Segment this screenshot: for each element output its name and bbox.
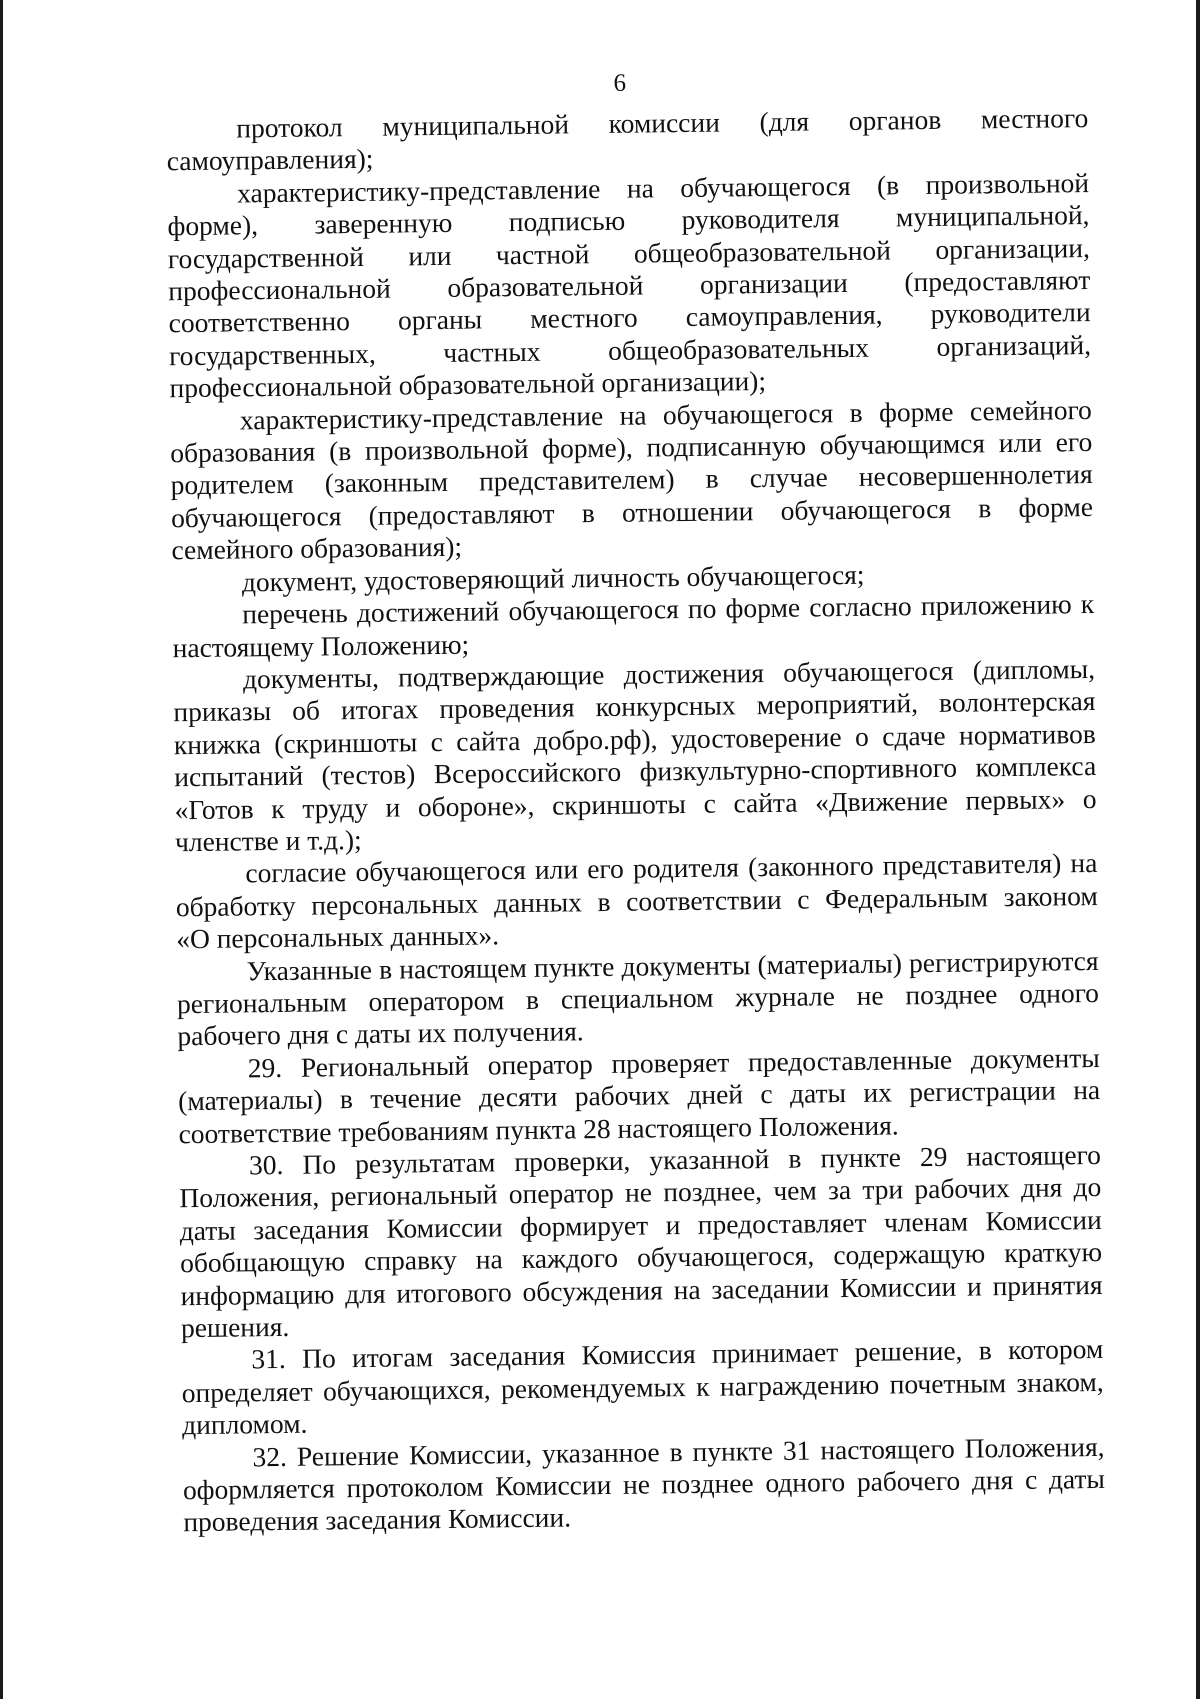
- paragraph-personal-data-consent: согласие обучающегося или его родителя (законного представителя) на обработку персональных данных в соответствии с Федеральным законом: [175, 847, 1098, 922]
- document-body: [166, 102, 1105, 1539]
- paragraph-achievement-documents: документы, подтверждающие достижения обучающегося (дипломы, приказы об итогах проведения конкурсных мероприятий, волонтерская книжка (скриншоты с сайта добро.рф), удостоверение о сдаче нормативов испытаний (тестов) Всероссийского физкультурно-спортивного комплекса «Готов к труду и обороне», скриншоты с сайта «Движение первых» о членстве и т.д.);: [173, 652, 1097, 858]
- paragraph-clause-29: 29. Региональный оператор проверяет предоставленные документы (материалы) в течение десяти рабочих дней с даты их регистрации на соответствие требованиям пункта 28 настоящего Положения.: [178, 1041, 1101, 1149]
- paragraph-registration: Указанные в настоящем пункте документы (материалы) регистрируются региональным оператором в специальном журнале не позднее одного рабочего дня с даты их получения.: [176, 944, 1100, 1052]
- paragraph-characteristic-organization: характеристику-представление на обучающегося (в произвольной форме), заверенную подписью руководителя муниципальной, государственной или частной общеобразовательной организации, профессиональной образовательной организации (предоставляют соответственно органы местного самоуправления, руководители государственных, частных общеобразовательных организаций, профессиональной образовательной организации);: [167, 166, 1092, 404]
- paragraph-achievements-list: перечень достижений обучающегося по форме согласно приложению к настоящему Положению;: [172, 588, 1095, 663]
- paragraph-identity-document: документ, удостоверяющий личность обучающегося;: [241, 558, 865, 598]
- paragraph-clause-32: 32. Решение Комиссии, указанное в пункте 31 настоящего Положения, оформляется протоколом Комиссии не позднее одного рабочего дня с даты проведения заседания Комиссии.: [182, 1430, 1106, 1538]
- paragraph-municipal-protocol: протокол муниципальной комиссии (для органов местного самоуправления);: [166, 102, 1089, 177]
- paragraph-clause-30: 30. По результатам проверки, указанной в пункте 29 настоящего Положения, региональный оператор не позднее, чем за три рабочих дня до даты заседания Комиссии формирует и предоставляет членам Комиссии обобщающую справку на каждого обучающегося, содержащую краткую информацию для итогового обсуждения на заседании Комиссии и принятия решения.: [179, 1138, 1103, 1344]
- paragraph-clause-31: 31. По итогам заседания Комиссия принимает решение, в котором определяет обучающихся, рекомендуемых к награждению почетным знаком, дипломом.: [181, 1333, 1104, 1441]
- paragraph-characteristic-family-education: характеристику-представление на обучающегося в форме семейного образования (в произвольной форме), подписанную обучающимся или его родителем (законным представителем) в случае несовершеннолетия обучающегося (предоставляют в отношении обучающегося в форме семейного образования);: [170, 393, 1094, 566]
- paragraph-personal-data-law: «О персональных данных».: [176, 919, 500, 955]
- page-number: 6: [613, 69, 627, 97]
